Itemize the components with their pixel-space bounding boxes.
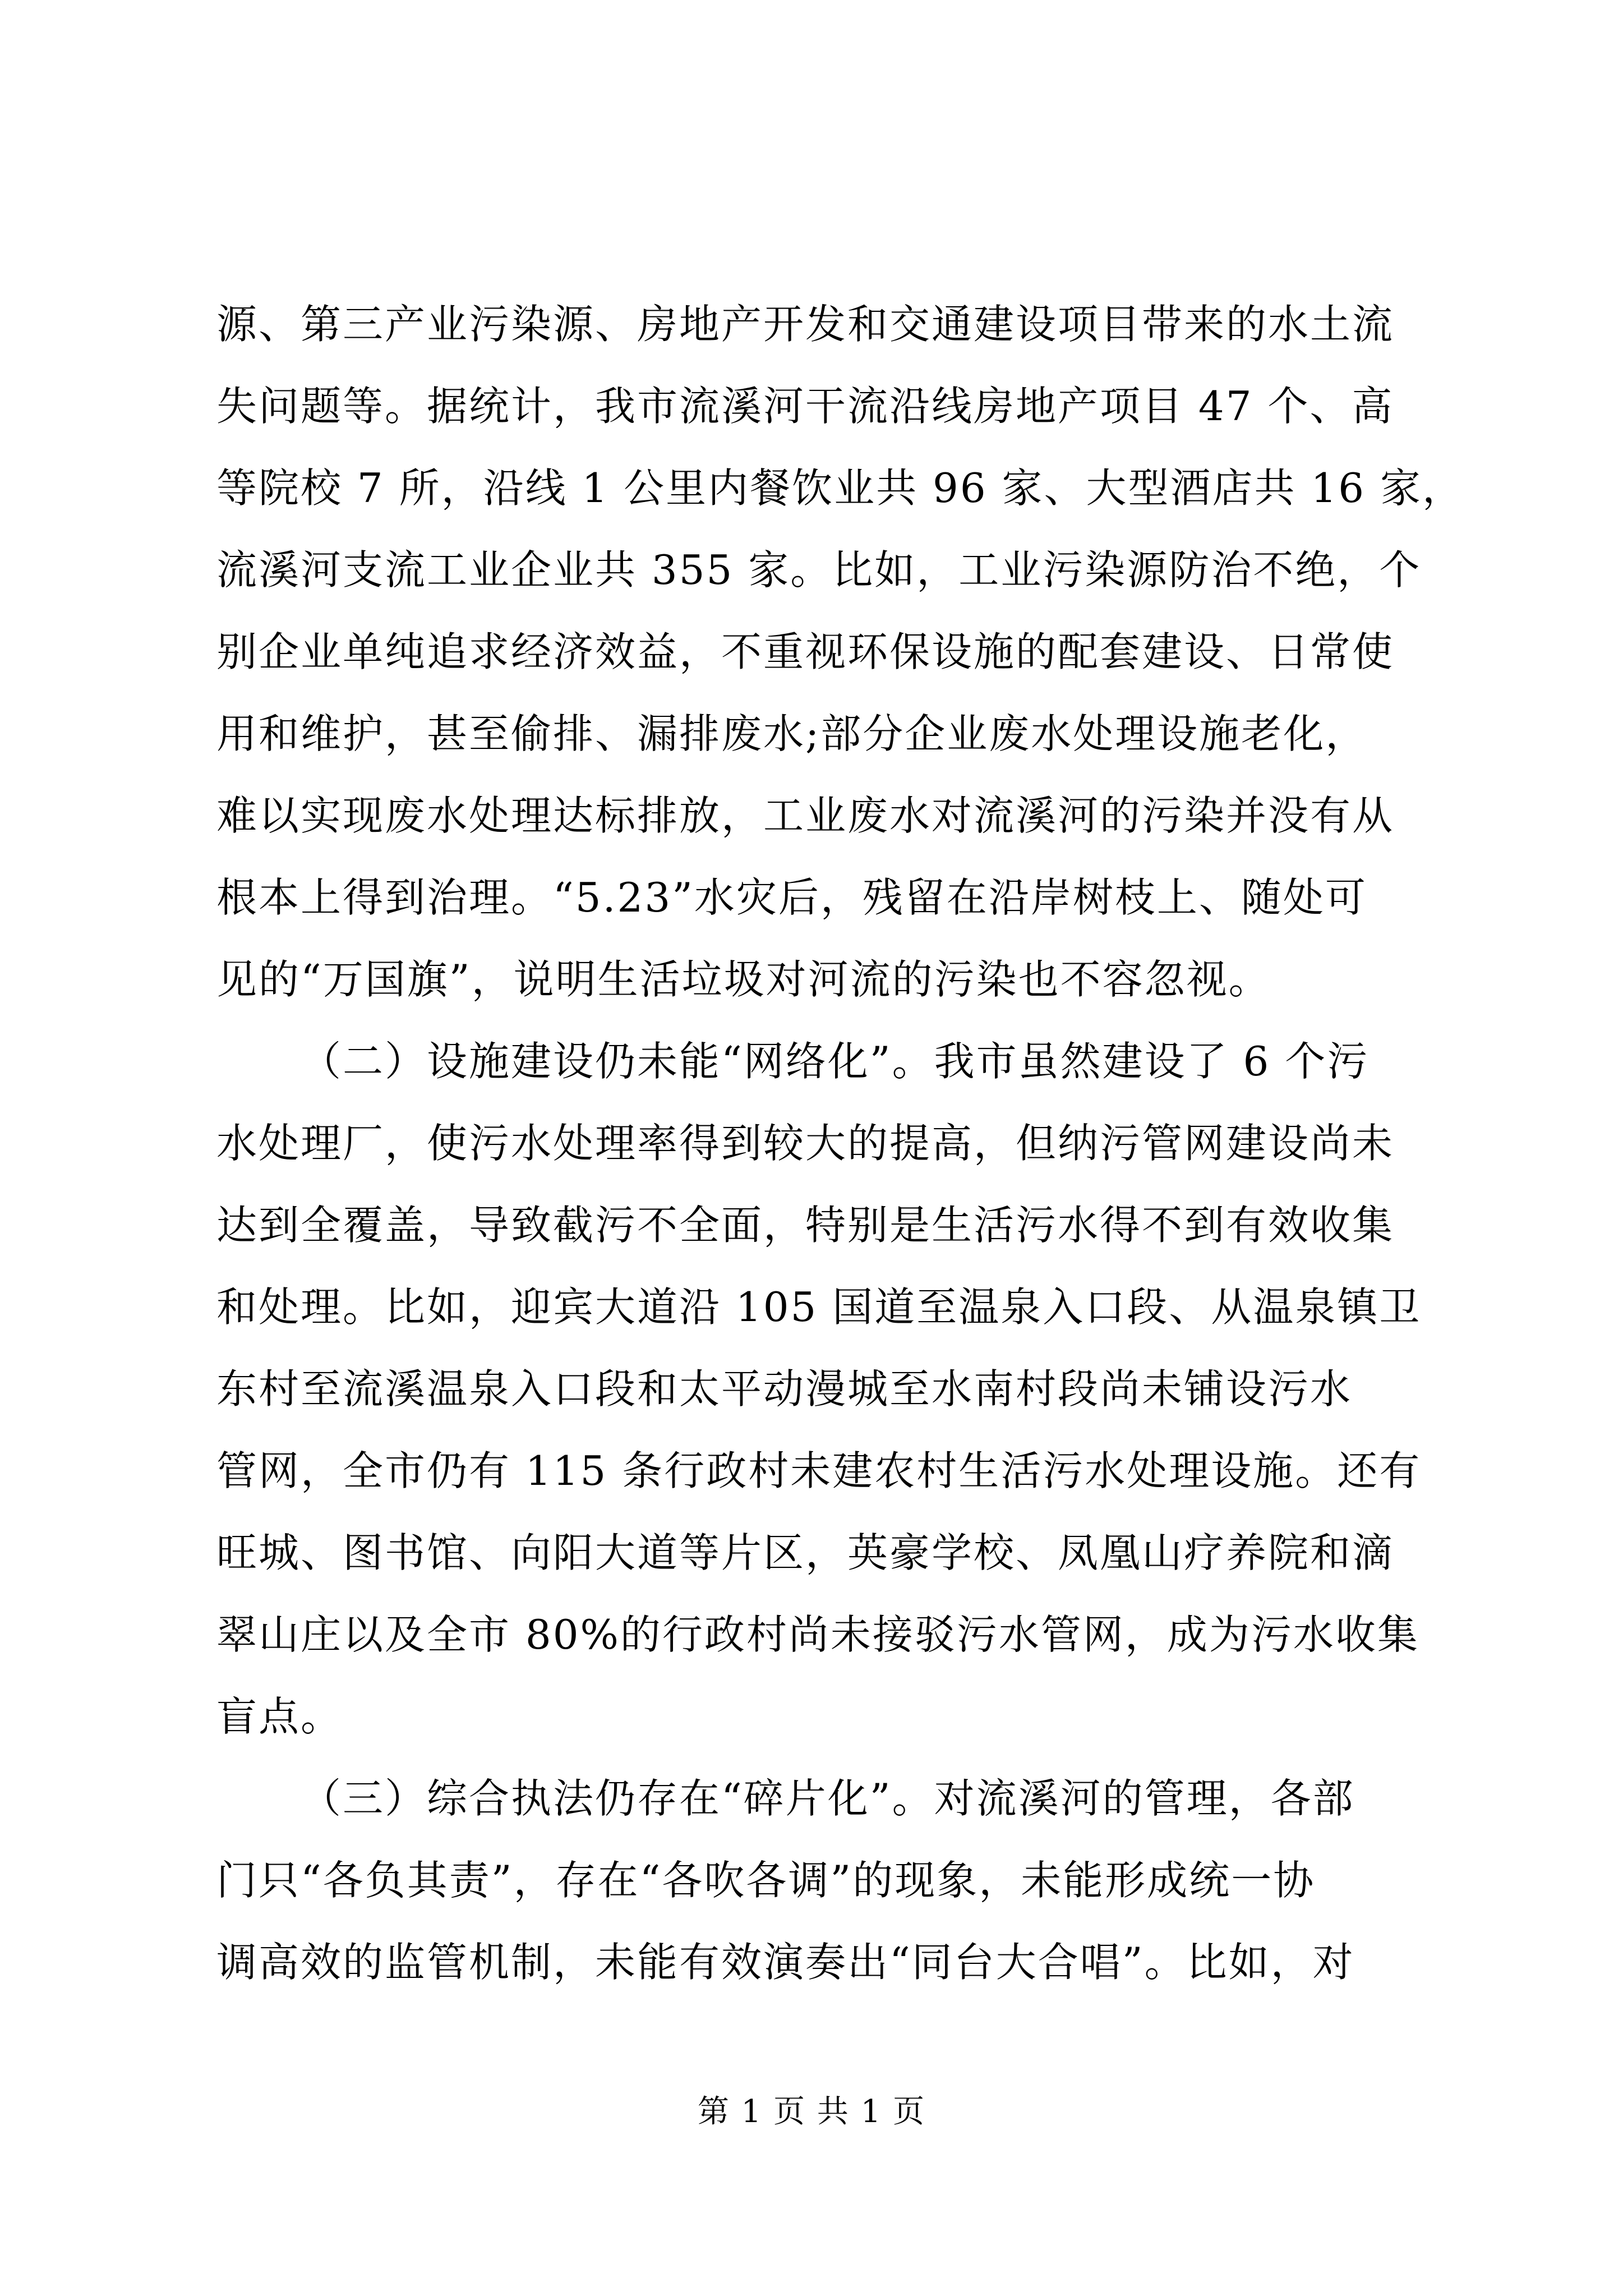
body-line: 旺城、图书馆、向阳大道等片区，英豪学校、凤凰山疗养院和滴 xyxy=(216,1529,1395,1576)
body-line: 管网，全市仍有 115 条行政村未建农村生活污水处理设施。还有 xyxy=(216,1447,1422,1494)
body-line: 盲点。 xyxy=(216,1693,343,1740)
body-line: 用和维护，甚至偷排、漏排废水;部分企业废水处理设施老化， xyxy=(216,710,1368,757)
body-line: 达到全覆盖，导致截污不全面，特别是生活污水得不到有效收集 xyxy=(216,1202,1395,1249)
body-line: 和处理。比如，迎宾大道沿 105 国道至温泉入口段、从温泉镇卫 xyxy=(216,1283,1422,1331)
body-line: 见的“万国旗”，说明生活垃圾对河流的污染也不容忽视。 xyxy=(216,956,1271,1003)
body-line: 根本上得到治理。“5.23”水灾后，残留在沿岸树枝上、随处可 xyxy=(216,874,1367,921)
body-line: 别企业单纯追求经济效益，不重视环保设施的配套建设、日常使 xyxy=(216,628,1395,675)
body-line: 水处理厂，使污水处理率得到较大的提高，但纳污管网建设尚未 xyxy=(216,1120,1395,1167)
body-line: 调高效的监管机制，未能有效演奏出“同台大合唱”。比如，对 xyxy=(216,1939,1355,1986)
section-heading-line: （三）综合执法仍存在“碎片化”。对流溪河的管理，各部 xyxy=(301,1775,1355,1822)
document-body xyxy=(216,283,1464,2003)
body-line: 等院校 7 所，沿线 1 公里内餐饮业共 96 家、大型酒店共 16 家， xyxy=(216,464,1464,512)
body-line: 流溪河支流工业企业共 355 家。比如，工业污染源防治不绝，个 xyxy=(216,546,1422,593)
section-heading-line: （二）设施建设仍未能“网络化”。我市虽然建设了 6 个污 xyxy=(301,1038,1370,1085)
body-line: 门只“各负其责”，存在“各吹各调”的现象，未能形成统一协 xyxy=(216,1857,1316,1904)
page-number-footer: 第 1 页 共 1 页 xyxy=(697,2093,926,2130)
body-line: 失问题等。据统计，我市流溪河干流沿线房地产项目 47 个、高 xyxy=(216,383,1394,430)
body-line: 东村至流溪温泉入口段和太平动漫城至水南村段尚未铺设污水 xyxy=(216,1365,1353,1412)
body-line: 翠山庄以及全市 80%的行政村尚未接驳污水管网，成为污水收集 xyxy=(216,1611,1419,1658)
body-line: 源、第三产业污染源、房地产开发和交通建设项目带来的水土流 xyxy=(216,301,1395,348)
body-line: 难以实现废水处理达标排放，工业废水对流溪河的污染并没有从 xyxy=(216,792,1395,839)
